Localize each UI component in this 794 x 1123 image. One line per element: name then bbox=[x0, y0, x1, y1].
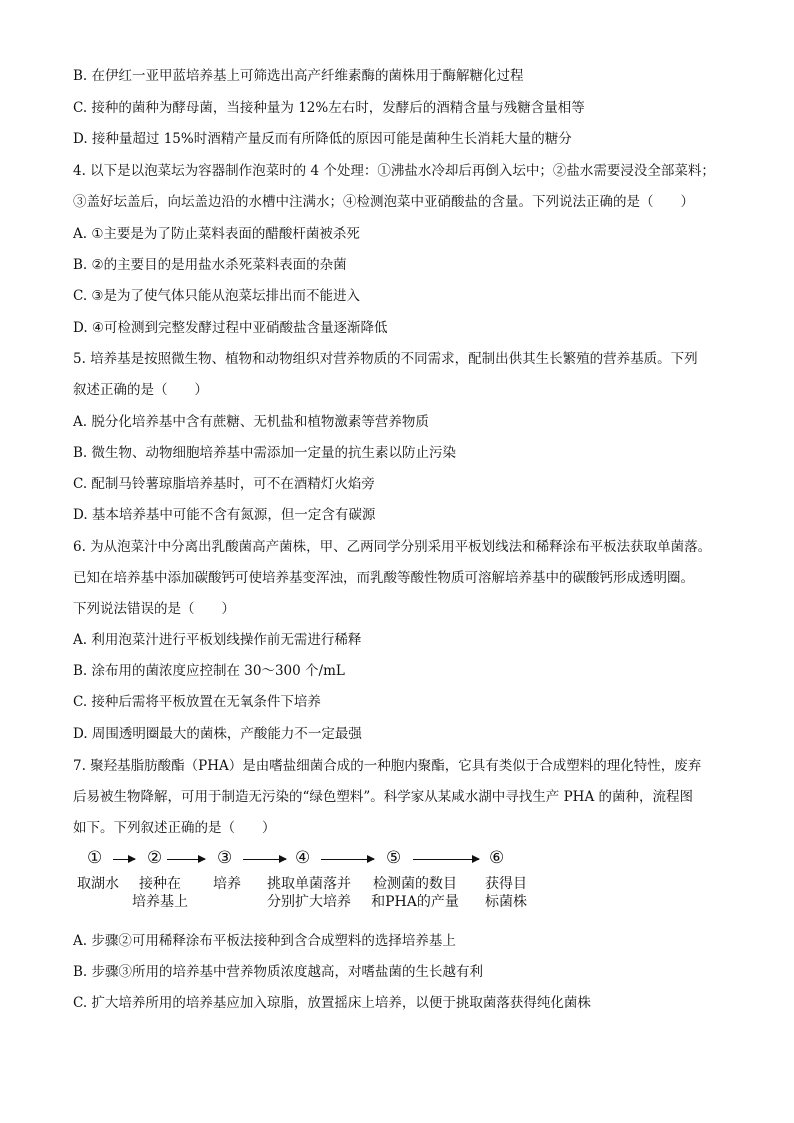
flow-label-4: 挑取单菌落并 分别扩大培养 bbox=[267, 876, 351, 910]
option-4-a: A. ①主要是为了防止菜料表面的醋酸杆菌被杀死 bbox=[73, 226, 360, 242]
flow-arrow-2-3 bbox=[167, 859, 205, 860]
flow-arrow-5-6 bbox=[413, 859, 479, 860]
question-6-stem-line-2: 已知在培养基中添加碳酸钙可使培养基变浑浊，而乳酸等酸性物质可溶解培养基中的碳酸钙形成透明圈。 bbox=[73, 570, 694, 586]
option-5-c: C. 配制马铃薯琼脂培养基时，可不在酒精灯火焰旁 bbox=[73, 476, 375, 492]
flow-arrow-3-4 bbox=[243, 859, 286, 860]
flow-step-6: ⑥ bbox=[489, 848, 505, 868]
pha-flow-diagram bbox=[73, 847, 553, 917]
flow-step-5: ⑤ bbox=[386, 848, 402, 868]
flow-label-5: 检测菌的数目 和PHA的产量 bbox=[371, 876, 459, 910]
question-7-stem-line-3: 如下。下列叙述正确的是（ ） bbox=[73, 820, 276, 836]
option-7-c: C. 扩大培养所用的培养基应加入琼脂，放置摇床上培养，以便于挑取菌落获得纯化菌株 bbox=[73, 995, 591, 1011]
question-4-stem-line-2: ③盖好坛盖后，向坛盖边沿的水槽中注满水；④检测泡菜中亚硝酸盐的含量。下列说法正确的是（ ） bbox=[73, 194, 694, 210]
flow-step-2: ② bbox=[147, 848, 163, 868]
question-5-stem-line-2: 叙述正确的是（ ） bbox=[73, 382, 208, 398]
option-5-a: A. 脱分化培养基中含有蔗糖、无机盐和植物激素等营养物质 bbox=[73, 414, 429, 430]
option-6-a: A. 利用泡菜汁进行平板划线操作前无需进行稀释 bbox=[73, 632, 362, 648]
option-5-b: B. 微生物、动物细胞培养基中需添加一定量的抗生素以防止污染 bbox=[73, 445, 457, 461]
option-7-a: A. 步骤②可用稀释涂布平板法接种到含合成塑料的选择培养基上 bbox=[73, 933, 456, 949]
option-6-c: C. 接种后需将平板放置在无氧条件下培养 bbox=[73, 694, 321, 710]
flow-label-1: 取湖水 bbox=[77, 876, 119, 892]
option-3-c: C. 接种的菌种为酵母菌，当接种量为 12%左右时，发酵后的酒精含量与残糖含量相等 bbox=[73, 100, 585, 116]
question-7-stem-line-1: 7. 聚羟基脂肪酸酯（PHA）是由嗜盐细菌合成的一种胞内聚酯，它具有类似于合成塑料的理化特性，废弃 bbox=[73, 758, 702, 774]
flow-label-3: 培养 bbox=[213, 876, 241, 892]
question-5-stem-line-1: 5. 培养基是按照微生物、植物和动物组织对营养物质的不同需求，配制出供其生长繁殖的营养基质。下列 bbox=[73, 351, 698, 367]
flow-label-6: 获得目 标菌株 bbox=[485, 876, 527, 910]
flow-step-4: ④ bbox=[295, 848, 311, 868]
option-5-d: D. 基本培养基中可能不含有氮源，但一定含有碳源 bbox=[73, 507, 376, 523]
question-7-stem-line-2: 后易被生物降解，可用于制造无污染的“绿色塑料”。科学家从某咸水湖中寻找生产 PHA 的菌种，流程图 bbox=[73, 789, 693, 805]
flow-label-2: 接种在 培养基上 bbox=[132, 876, 188, 910]
option-3-d: D. 接种量超过 15%时酒精产量反而有所降低的原因可能是菌种生长消耗大量的糖分 bbox=[73, 131, 572, 147]
question-6-stem-line-3: 下列说法错误的是（ ） bbox=[73, 601, 235, 617]
question-4-stem-line-1: 4. 以下是以泡菜坛为容器制作泡菜时的 4 个处理：①沸盐水冷却后再倒入坛中；②盐水需要浸没全部菜料； bbox=[73, 163, 715, 179]
option-6-b: B. 涂布用的菌浓度应控制在 30～300 个/mL bbox=[73, 663, 345, 679]
option-4-d: D. ④可检测到完整发酵过程中亚硝酸盐含量逐渐降低 bbox=[73, 320, 388, 336]
option-4-b: B. ②的主要目的是用盐水杀死菜料表面的杂菌 bbox=[73, 257, 347, 273]
question-6-stem-line-1: 6. 为从泡菜汁中分离出乳酸菌高产菌株，甲、乙两同学分别采用平板划线法和稀释涂布平板法获取单菌落。 bbox=[73, 539, 712, 555]
flow-arrow-1-2 bbox=[113, 859, 135, 860]
option-4-c: C. ③是为了使气体只能从泡菜坛排出而不能进入 bbox=[73, 288, 361, 304]
flow-step-1: ① bbox=[87, 848, 103, 868]
option-6-d: D. 周围透明圈最大的菌株，产酸能力不一定最强 bbox=[73, 726, 362, 742]
option-3-b: B. 在伊红一亚甲蓝培养基上可筛选出高产纤维素酶的菌株用于酶解糖化过程 bbox=[73, 68, 524, 84]
option-7-b: B. 步骤③所用的培养基中营养物质浓度越高，对嗜盐菌的生长越有利 bbox=[73, 964, 484, 980]
flow-step-3: ③ bbox=[217, 848, 233, 868]
flow-arrow-4-5 bbox=[321, 859, 374, 860]
